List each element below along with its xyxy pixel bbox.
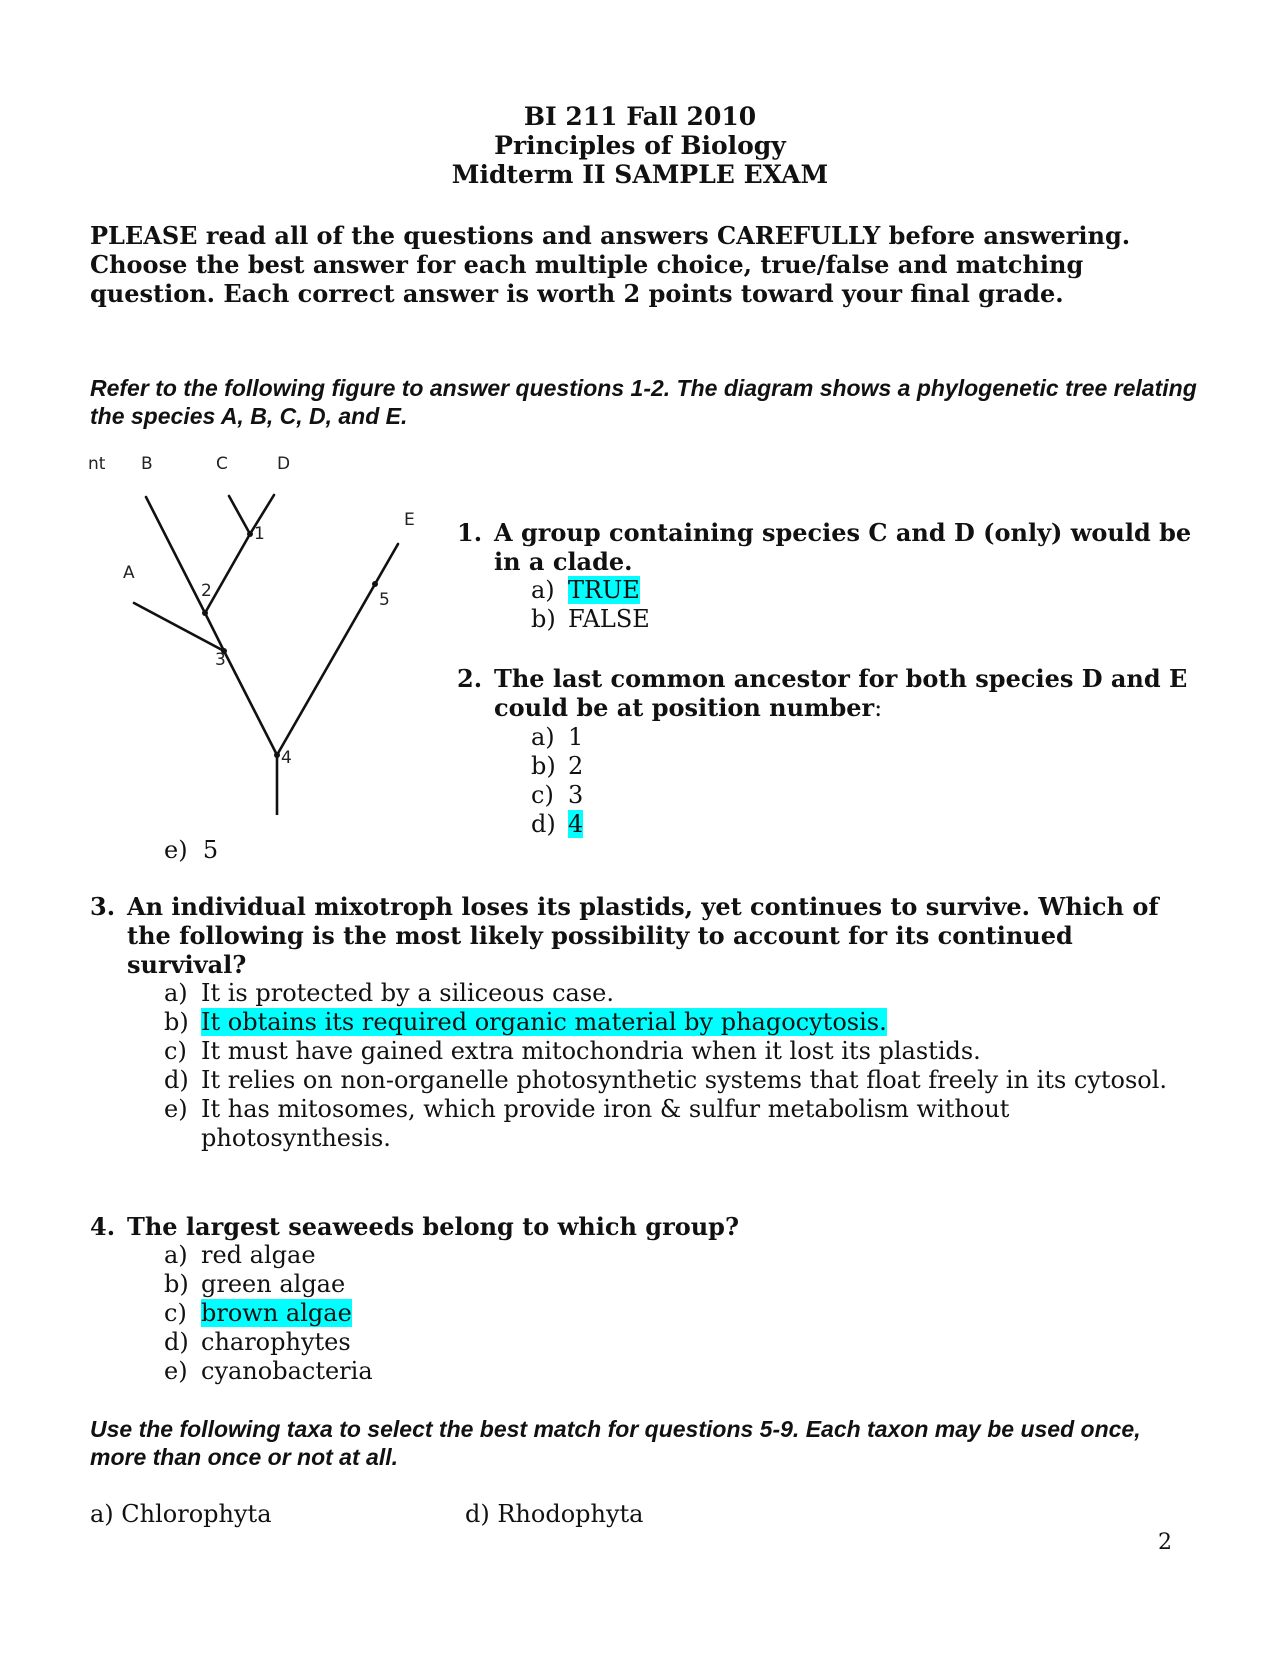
option-letter: d) bbox=[164, 1066, 189, 1094]
option-letter: b) bbox=[531, 605, 556, 633]
option-text: It must have gained extra mitochondria when it lost its plastids. bbox=[201, 1037, 981, 1065]
question-2 bbox=[457, 664, 1197, 839]
tree-leaf-label-a: A bbox=[123, 563, 135, 583]
question-stem bbox=[457, 664, 1197, 723]
tree-leaf-label: nt bbox=[88, 455, 106, 474]
answer-option-e[interactable] bbox=[164, 1357, 1200, 1386]
option-letter: a) bbox=[164, 1241, 188, 1269]
question-number: 1. bbox=[457, 518, 483, 547]
answer-option-c[interactable] bbox=[164, 1299, 1200, 1328]
question-3 bbox=[90, 892, 1200, 1153]
option-text: 2 bbox=[568, 752, 584, 780]
tree-branch-1-c bbox=[229, 496, 250, 534]
option-letter: b) bbox=[531, 752, 556, 780]
question-stem bbox=[90, 1212, 1200, 1241]
answer-option-d[interactable] bbox=[164, 1328, 1200, 1357]
answer-option-b[interactable] bbox=[531, 752, 1197, 781]
tree-leaf-label-b: B bbox=[141, 455, 153, 474]
option-text: FALSE bbox=[568, 605, 650, 633]
tree-node-label-4: 4 bbox=[281, 748, 292, 768]
option-text: red algae bbox=[201, 1241, 316, 1269]
answer-option-d[interactable] bbox=[531, 810, 1197, 839]
question-4 bbox=[90, 1212, 1200, 1386]
question-number: 3. bbox=[90, 892, 116, 921]
question-number: 4. bbox=[90, 1212, 116, 1241]
option-letter: b) bbox=[164, 1008, 189, 1036]
tree-leaf-label-e: E bbox=[404, 510, 415, 530]
tree-branch-2-b bbox=[146, 497, 205, 613]
answer-option-a[interactable] bbox=[164, 979, 1200, 1008]
answer-option-c[interactable] bbox=[164, 1037, 1200, 1066]
question-stem bbox=[457, 518, 1197, 576]
option-letter: e) bbox=[164, 1095, 188, 1123]
tree-branch-4-e bbox=[277, 544, 398, 755]
figure-intro: Refer to the following figure to answer questions 1-2. The diagram shows a phylogenetic tree relating the species A, B, C, D, and E. bbox=[90, 375, 1197, 429]
answer-option-b[interactable] bbox=[531, 605, 1197, 634]
tree-node-1 bbox=[247, 531, 253, 537]
option-text: 3 bbox=[568, 781, 584, 809]
answer-options bbox=[164, 979, 1200, 1153]
option-letter: d) bbox=[531, 810, 556, 838]
tree-node-label-2: 2 bbox=[201, 581, 212, 601]
page-number: 2 bbox=[1158, 1530, 1172, 1555]
option-text: TRUE bbox=[568, 576, 640, 604]
answer-option-e[interactable] bbox=[164, 836, 218, 865]
tree-node-label-5: 5 bbox=[379, 590, 390, 610]
option-letter: b) bbox=[164, 1270, 189, 1298]
question-text: An individual mixotroph loses its plastids, yet continues to survive. Which of the following is the most likely possibility to account for its continued survival? bbox=[127, 892, 1159, 979]
tree-branch-2-1 bbox=[205, 534, 250, 613]
tree-branch-4-3 bbox=[224, 651, 277, 755]
option-text: charophytes bbox=[201, 1328, 351, 1356]
course-title: BI 211 Fall 2010 bbox=[523, 102, 757, 131]
option-letter: c) bbox=[164, 1037, 187, 1065]
answer-option-d[interactable] bbox=[164, 1066, 1200, 1095]
answer-option-b[interactable] bbox=[164, 1008, 1200, 1037]
option-text: It obtains its required organic material by phagocytosis. bbox=[201, 1008, 887, 1036]
option-letter: a) bbox=[531, 723, 555, 751]
option-letter: d) bbox=[164, 1328, 189, 1356]
option-letter: e) bbox=[164, 1357, 188, 1385]
tree-leaf-label-d: D bbox=[277, 455, 291, 474]
tree-node-label-3: 3 bbox=[215, 650, 226, 670]
option-letter: c) bbox=[164, 1299, 187, 1327]
taxon-d: d) Rhodophyta bbox=[465, 1500, 644, 1528]
question-text: The largest seaweeds belong to which group? bbox=[127, 1212, 740, 1241]
option-text: cyanobacteria bbox=[201, 1357, 373, 1385]
exam-title: Midterm II SAMPLE EXAM bbox=[451, 160, 829, 189]
answer-option-a[interactable] bbox=[164, 1241, 1200, 1270]
option-text: It is protected by a siliceous case. bbox=[201, 979, 615, 1007]
course-name: Principles of Biology bbox=[494, 131, 786, 160]
option-text: brown algae bbox=[201, 1299, 352, 1327]
option-text: 4 bbox=[568, 810, 584, 838]
question-text-suffix: : bbox=[874, 694, 883, 722]
option-text: It relies on non-organelle photosynthetic systems that float freely in its cytosol. bbox=[201, 1066, 1168, 1094]
exam-header bbox=[0, 102, 1280, 189]
answer-option-a[interactable] bbox=[531, 576, 1197, 605]
option-letter: c) bbox=[531, 781, 554, 809]
tree-node-5 bbox=[372, 581, 378, 587]
answer-options bbox=[531, 723, 1197, 839]
taxa-intro: Use the following taxa to select the best match for questions 5-9. Each taxon may be used once, more than once or not at all. bbox=[90, 1416, 1141, 1470]
tree-node-label-1: 1 bbox=[254, 524, 265, 544]
option-letter: a) bbox=[531, 576, 555, 604]
tree-node-2 bbox=[202, 610, 208, 616]
answer-option-c[interactable] bbox=[531, 781, 1197, 810]
question-stem bbox=[90, 892, 1200, 979]
option-letter: a) bbox=[164, 979, 188, 1007]
phylogenetic-tree-diagram bbox=[88, 455, 428, 815]
option-text: 5 bbox=[202, 836, 219, 864]
option-text: 1 bbox=[568, 723, 584, 751]
question-number: 2. bbox=[457, 664, 483, 693]
tree-leaf-label-c: C bbox=[216, 455, 228, 474]
question-text: A group containing species C and D (only) would be in a clade. bbox=[494, 518, 1192, 576]
answer-option-a[interactable] bbox=[531, 723, 1197, 752]
answer-option-e[interactable] bbox=[164, 1095, 1200, 1153]
taxon-a: a) Chlorophyta bbox=[90, 1500, 272, 1528]
tree-branch-3-a bbox=[134, 603, 224, 651]
answer-options bbox=[164, 1241, 1200, 1386]
question-1 bbox=[457, 518, 1197, 634]
answer-options bbox=[531, 576, 1197, 634]
answer-option-b[interactable] bbox=[164, 1270, 1200, 1299]
exam-instructions: PLEASE read all of the questions and answers CAREFULLY before answering. Choose the best answer for each multiple choice, true/false and matching question. Each correct answer is worth 2 points toward your final grade. bbox=[90, 221, 1131, 308]
question-text: The last common ancestor for both species D and E could be at position number bbox=[494, 664, 1188, 722]
option-text: green algae bbox=[201, 1270, 346, 1298]
option-text: It has mitosomes, which provide iron & sulfur metabolism without photosynthesis. bbox=[201, 1095, 1010, 1152]
tree-node-4 bbox=[274, 752, 280, 758]
option-letter: e) bbox=[164, 836, 188, 864]
